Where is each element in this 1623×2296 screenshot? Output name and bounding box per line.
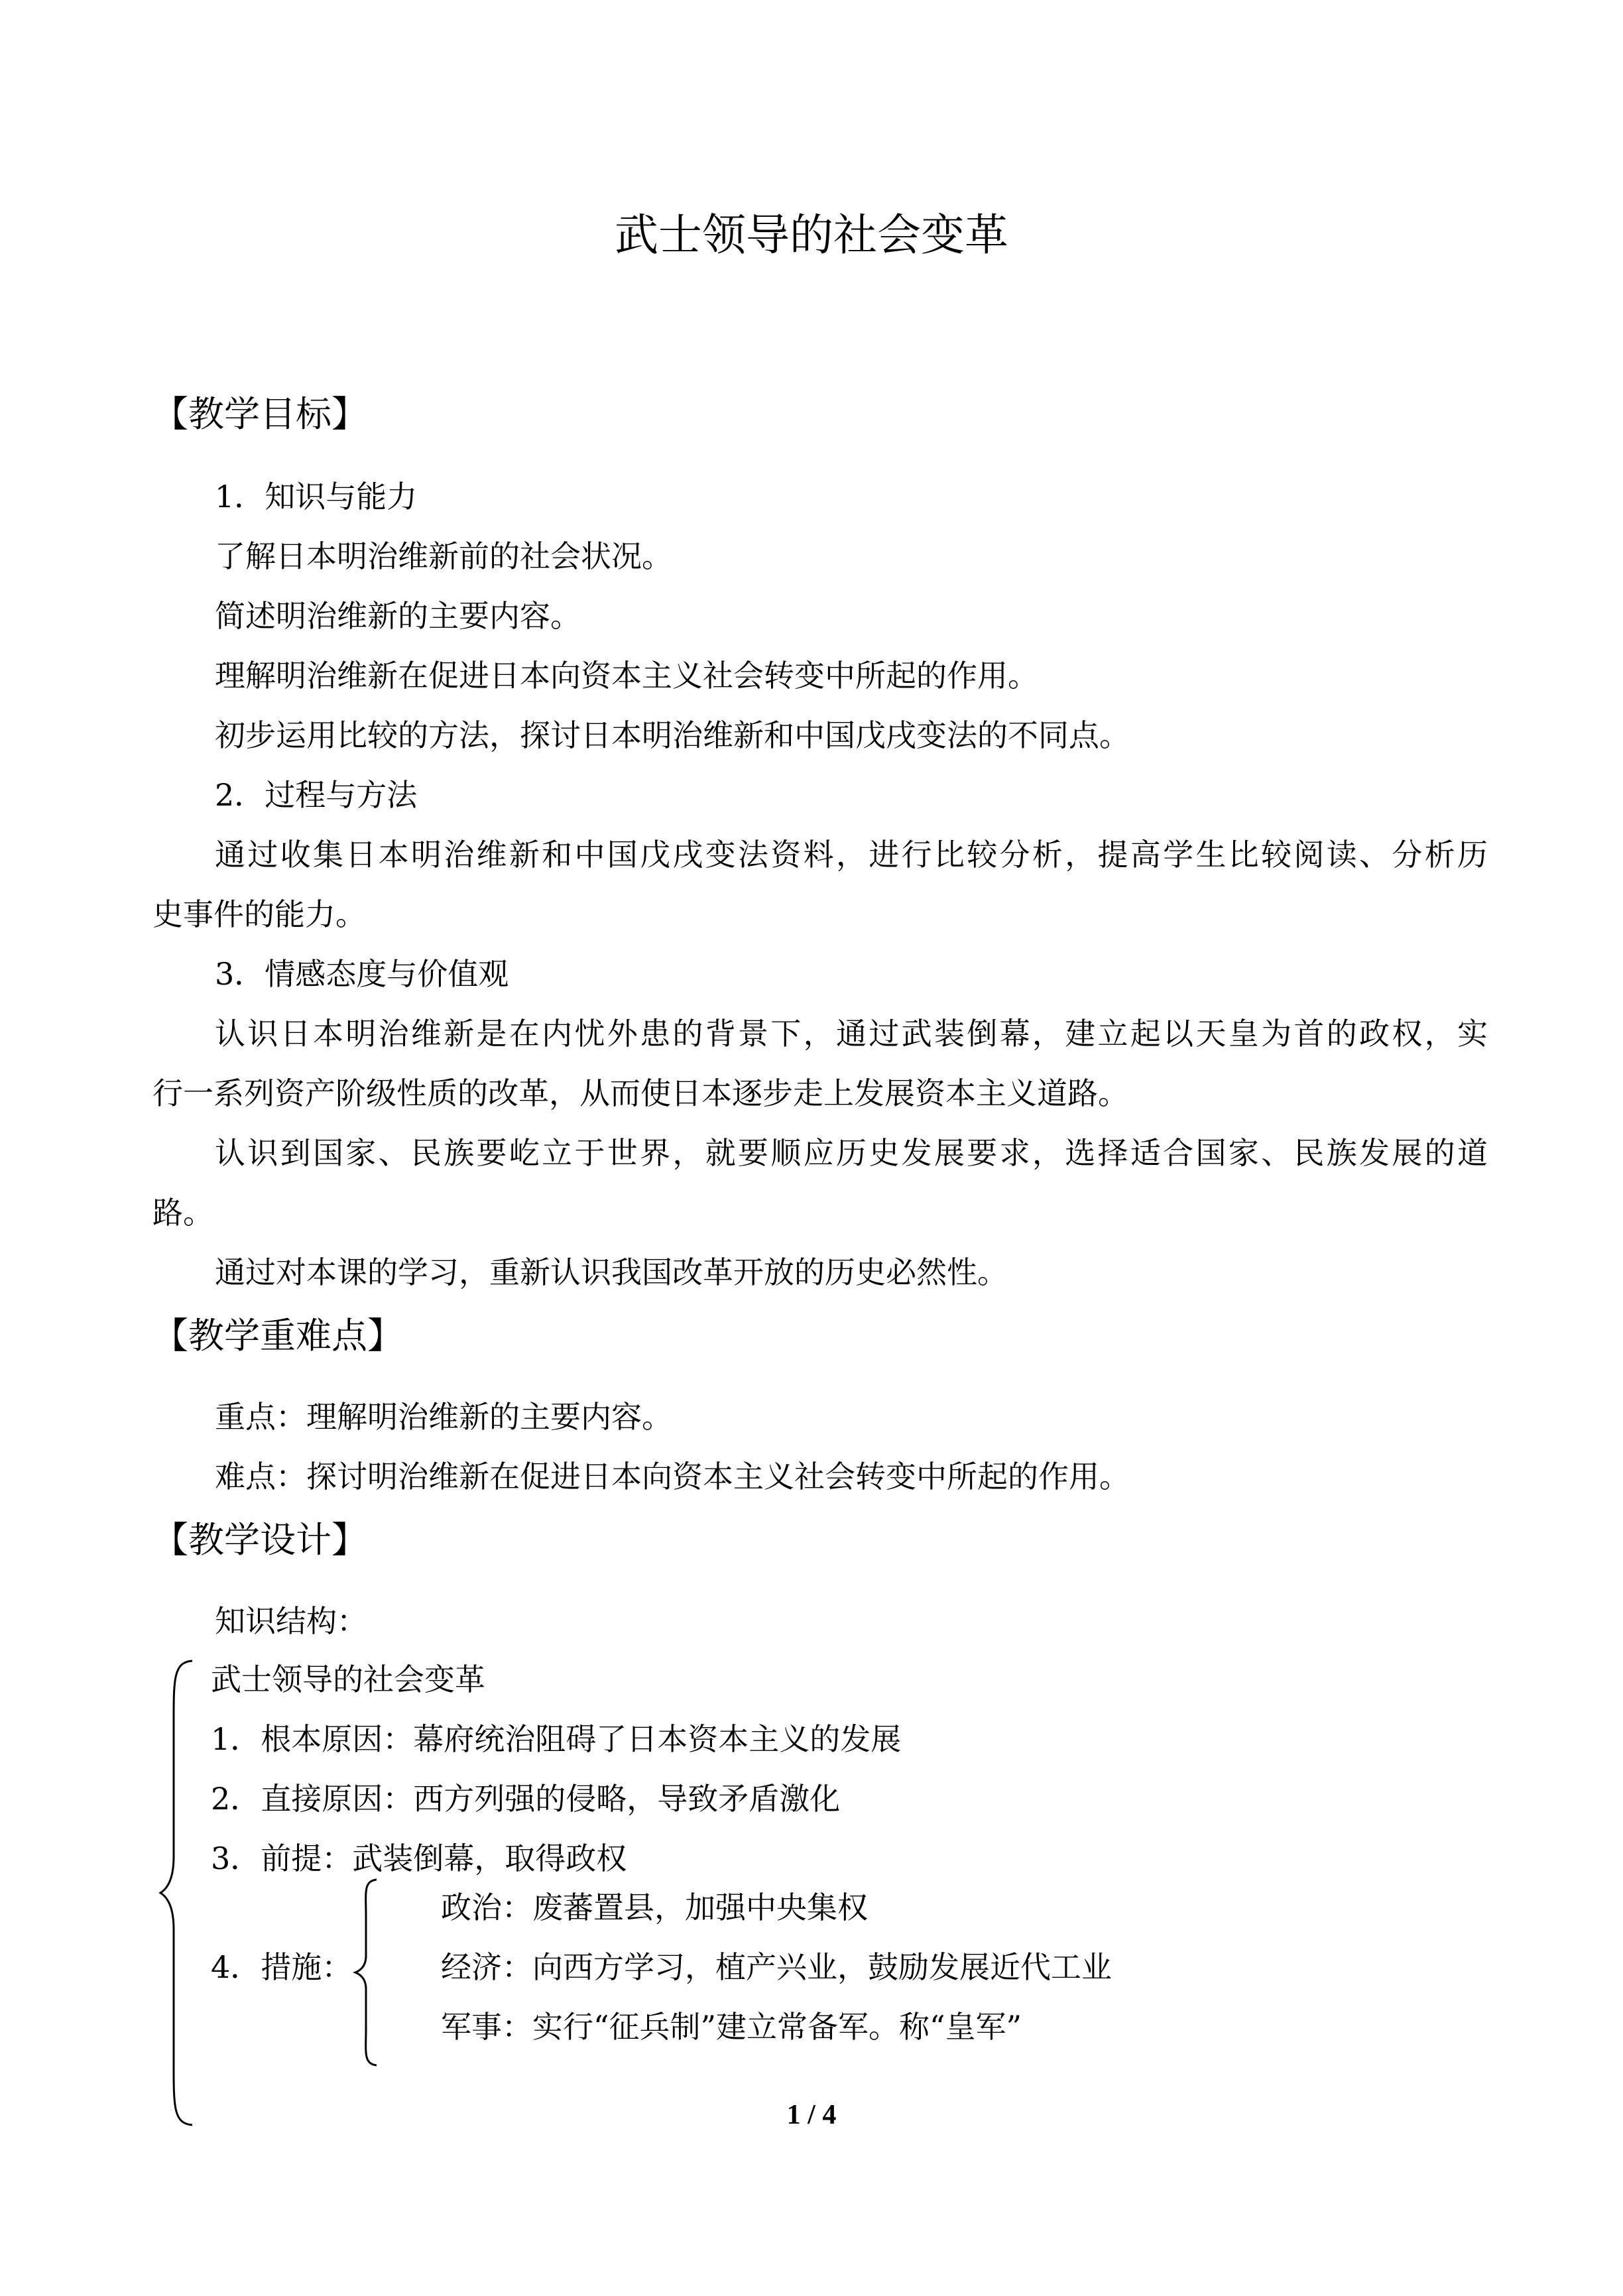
- structure-item: 2．直接原因：西方列强的侵略，导致矛盾激化: [211, 1781, 841, 1817]
- page-number: 1 / 4: [786, 2100, 837, 2130]
- objective-text: 认识日本明治维新是在内忧外患的背景下，通过武装倒幕，建立起以天皇为首的政权，实: [215, 1016, 1488, 1052]
- objective-text-continued: 路。: [152, 1195, 213, 1231]
- measure-item-military: 军事：实行“征兵制”建立常备军。称“皇军”: [441, 2009, 1022, 2045]
- structure-item: 3．前提：武装倒幕，取得政权: [211, 1841, 627, 1876]
- structure-item: 1．根本原因：幕府统治阻碍了日本资本主义的发展: [211, 1721, 902, 1757]
- objective-text: 简述明治维新的主要内容。: [215, 598, 581, 634]
- document-title: 武士领导的社会变革: [615, 210, 1008, 261]
- objective-text-continued: 行一系列资产阶级性质的改革，从而使日本逐步走上发展资本主义道路。: [152, 1075, 1128, 1111]
- focus-text: 重点：理解明治维新的主要内容。: [215, 1399, 672, 1435]
- objective-text: 了解日本明治维新前的社会状况。: [215, 538, 672, 574]
- section-heading-objectives: 【教学目标】: [152, 393, 367, 435]
- structure-label: 知识结构：: [215, 1603, 367, 1639]
- objective-text: 初步运用比较的方法，探讨日本明治维新和中国戊戌变法的不同点。: [215, 717, 1130, 753]
- measures-brace: [351, 1880, 385, 2065]
- objective-text-continued: 史事件的能力。: [152, 896, 366, 932]
- objective-text: 认识到国家、民族要屹立于世界，就要顺应历史发展要求，选择适合国家、民族发展的道: [215, 1135, 1488, 1171]
- section-heading-keypoints: 【教学重难点】: [152, 1315, 403, 1357]
- measure-item-politics: 政治：废蕃置县，加强中央集权: [441, 1890, 868, 1925]
- outer-brace: [166, 1661, 206, 2125]
- objective-heading-process: 2．过程与方法: [215, 777, 418, 813]
- measure-item-economy: 经济：向西方学习，植产兴业，鼓励发展近代工业: [441, 1949, 1112, 1985]
- objective-heading-knowledge: 1．知识与能力: [215, 479, 418, 514]
- structure-item-measures: 4．措施：: [211, 1949, 353, 1985]
- objective-text: 通过对本课的学习，重新认识我国改革开放的历史必然性。: [215, 1254, 1008, 1290]
- objective-text: 理解明治维新在促进日本向资本主义社会转变中所起的作用。: [215, 658, 1038, 694]
- section-heading-design: 【教学设计】: [152, 1519, 367, 1561]
- objective-text: 通过收集日本明治维新和中国戊戌变法资料，进行比较分析，提高学生比较阅读、分析历: [215, 837, 1488, 873]
- difficulty-text: 难点：探讨明治维新在促进日本向资本主义社会转变中所起的作用。: [215, 1459, 1130, 1494]
- structure-root: 武士领导的社会变革: [211, 1662, 485, 1697]
- objective-heading-attitude: 3．情感态度与价值观: [215, 956, 509, 992]
